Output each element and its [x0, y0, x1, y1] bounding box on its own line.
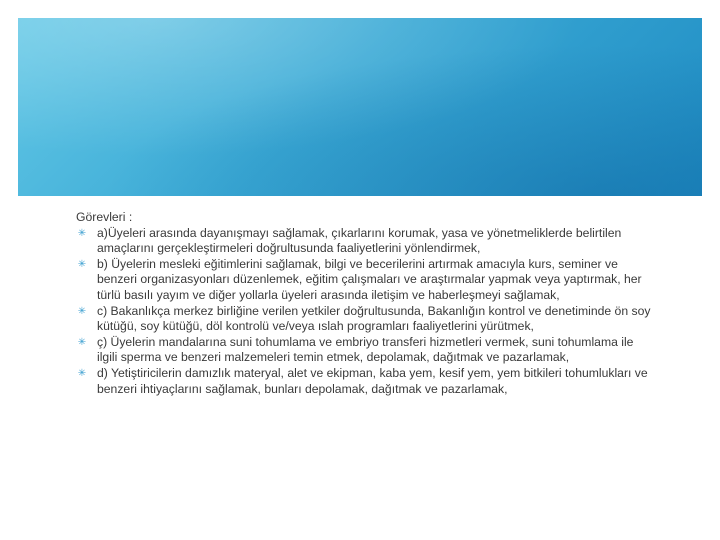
- banner-shade: [18, 18, 702, 196]
- list-item-text: a)Üyeleri arasında dayanışmayı sağlamak, çıkarlarını korumak, yasa ve yönetmeliklerde belirtilen amaçlarını gerçekleştirmeleri doğrultusunda faaliyetlerini yönlendirmek,: [97, 225, 622, 256]
- asterisk-bullet-icon: ✳: [77, 258, 87, 270]
- list-item-text: d) Yetiştiricilerin damızlık materyal, alet ve ekipman, kaba yem, kesif yem, yem bitkileri tohumlukları ve benzeri ihtiyaçlarını sağlamak, bunları depolamak, dağıtmak ve pazarlamak,: [97, 365, 648, 396]
- header-banner: [18, 18, 702, 196]
- list-item: [76, 304, 656, 335]
- list-item: [76, 257, 656, 304]
- list-item-text: b) Üyelerin mesleki eğitimlerini sağlamak, bilgi ve becerilerini artırmak amacıyla kurs, seminer ve benzeri organizasyonları düzenlemek, eğitim çalışmaları ve araştırmalar yapmak veya yaptırmak, her türlü basılı yayım ve diğer yollarla üyeleri arasında iletişim ve haberleşmeyi sağlamak,: [97, 256, 642, 302]
- duties-list: [76, 226, 656, 398]
- slide-body: [76, 210, 656, 397]
- slide-heading: Görevleri :: [76, 210, 133, 224]
- asterisk-bullet-icon: ✳: [77, 227, 87, 239]
- asterisk-bullet-icon: ✳: [77, 367, 87, 379]
- asterisk-bullet-icon: ✳: [77, 305, 87, 317]
- list-item-text: ç) Üyelerin mandalarına suni tohumlama ve embriyo transferi hizmetleri vermek, suni tohumlama ile ilgili sperma ve benzeri malzemeleri temin etmek, depolamak, dağıtmak ve pazarlamak,: [97, 334, 634, 365]
- list-item: [76, 366, 656, 397]
- asterisk-bullet-icon: ✳: [77, 336, 87, 348]
- list-item: [76, 226, 656, 257]
- list-item: [76, 335, 656, 366]
- list-item-text: c) Bakanlıkça merkez birliğine verilen yetkiler doğrultusunda, Bakanlığın kontrol ve denetiminde ön soy kütüğü, soy kütüğü, döl kontrolü ve/veya ıslah programları faaliyetlerini yürütmek,: [97, 303, 651, 334]
